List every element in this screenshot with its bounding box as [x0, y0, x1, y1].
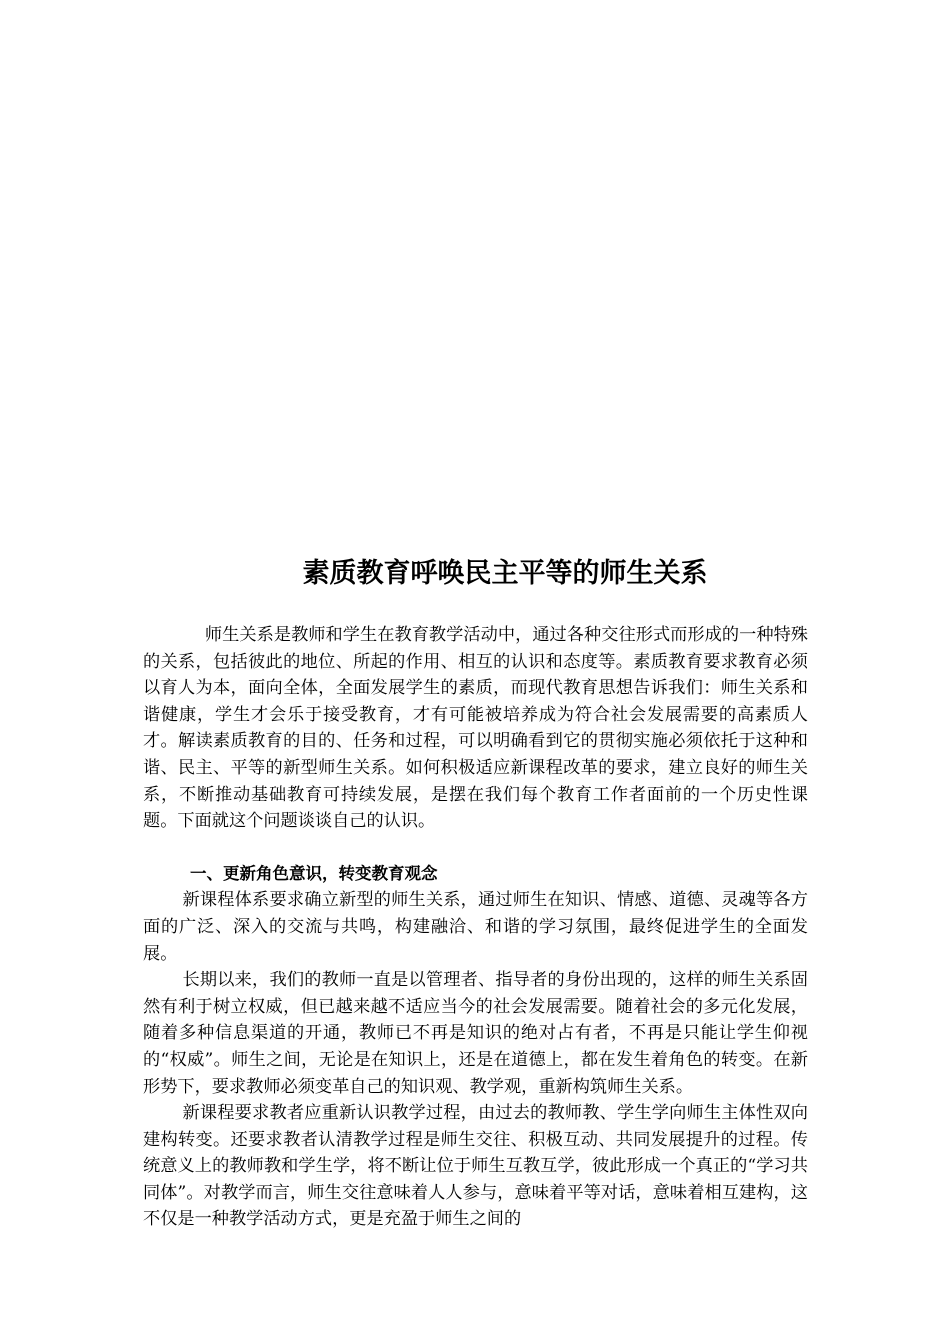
section-heading-1: 一、更新角色意识，转变教育观念 — [190, 863, 438, 883]
intro-paragraph: 师生关系是教师和学生在教育教学活动中，通过各种交往形式而形成的一种特殊的关系，包括彼此的地位、所起的作用、相互的认识和态度等。素质教育要求教育必须以育人为本，面向全体，全面发展学生的素质，而现代教育思想告诉我们：师生关系和谐健康，学生才会乐于接受教育，才有可能被培养成为符合社会发展需要的高素质人才。解读素质教育的目的、任务和过程，可以明确看到它的贯彻实施必须依托于这种和谐、民主、平等的新型师生关系。如何积极适应新课程改革的要求，建立良好的师生关系，不断推动基础教育可持续发展，是摆在我们每个教育工作者面前的一个历史性课题。下面就这个问题谈谈自己的认识。 — [143, 625, 808, 832]
document-title: 素质教育呼唤民主平等的师生关系 — [302, 558, 708, 589]
section1-paragraph-2: 长期以来，我们的教师一直是以管理者、指导者的身份出现的，这样的师生关系固然有利于树立权威，但已越来越不适应当今的社会发展需要。随着社会的多元化发展，随着多种信息渠道的开通，教师已不再是知识的绝对占有者，不再是只能让学生仰视的“权威”。师生之间，无论是在知识上，还是在道德上，都在发生着角色的转变。在新形势下，要求教师必须变革自己的知识观、教学观，重新构筑师生关系。 — [143, 970, 808, 1097]
document-body — [143, 622, 808, 1233]
section1-paragraph-3: 新课程要求教者应重新认识教学过程，由过去的教师教、学生学向师生主体性双向建构转变。还要求教者认清教学过程是师生交往、积极互动、共同发展提升的过程。传统意义上的教师教和学生学，将不断让位于师生互教互学，彼此形成一个真正的“学习共同体”。对教学而言，师生交往意味着人人参与，意味着平等对话，意味着相互建构，这不仅是一种教学活动方式，更是充盈于师生之间的 — [143, 1103, 808, 1230]
section1-paragraph-1: 新课程体系要求确立新型的师生关系，通过师生在知识、情感、道德、灵魂等各方面的广泛、深入的交流与共鸣，构建融洽、和谐的学习氛围，最终促进学生的全面发展。 — [143, 890, 808, 964]
